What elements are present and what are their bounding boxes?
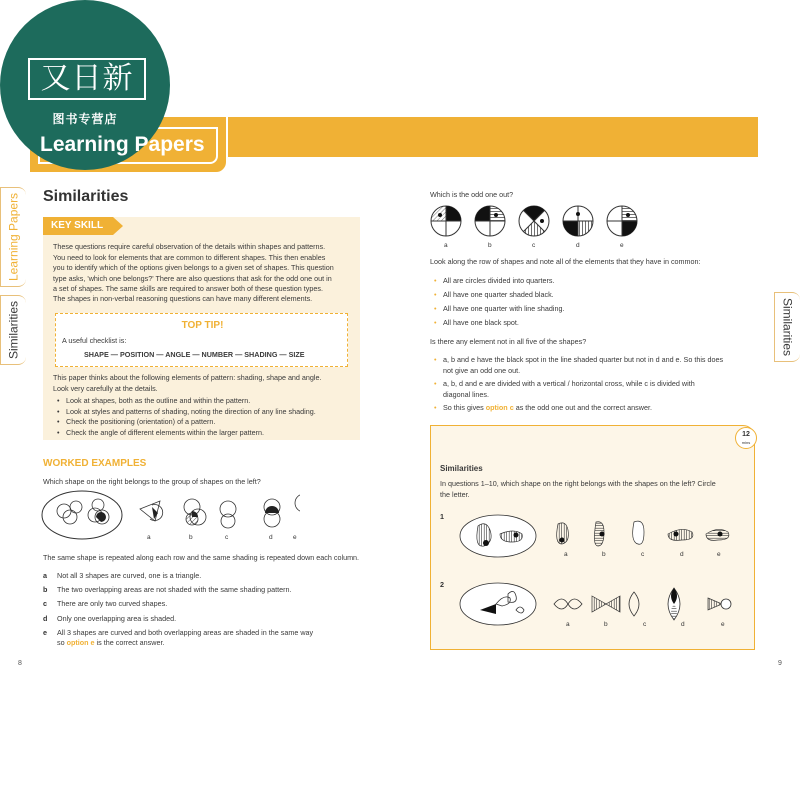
option-letter: d	[269, 534, 273, 541]
circle-e	[607, 206, 637, 236]
finding-cont: diagonal lines.	[443, 389, 489, 399]
q2-letter[interactable]: e	[721, 621, 725, 628]
answer-text: The two overlapping areas are not shaded with the same shading pattern.	[57, 585, 292, 594]
tab-learning-papers[interactable]: Learning Papers	[0, 187, 26, 287]
conclusion-option-highlight: option c	[485, 403, 514, 412]
q2-letter[interactable]: a	[566, 621, 570, 628]
tab-similarities-right[interactable]: Similarities	[774, 292, 800, 362]
tip-bullet: • Check the angle of different elements within the larger pattern.	[66, 428, 264, 439]
answer-text: Only one overlapping area is shaded.	[57, 614, 177, 623]
top-tip-title: TOP TIP!	[181, 320, 224, 331]
answer-option-highlight: option e	[66, 638, 95, 647]
worked-example-figure	[40, 487, 300, 547]
finding: • a, b and e have the black spot in the line shaded quarter but not in d and e. So this does	[443, 355, 723, 366]
top-tip-box	[55, 313, 348, 367]
common-element: • All have one black spot.	[443, 318, 519, 329]
worked-example-question: Which shape on the right belongs to the group of shapes on the left?	[43, 477, 261, 486]
q1-letter[interactable]: a	[564, 551, 568, 558]
conclusion: • So this gives option c as the odd one out and the correct answer.	[443, 403, 652, 414]
elements-note: The shapes in non-verbal reasoning questions can have many different elements.	[53, 294, 313, 303]
option-letter: a	[147, 534, 151, 541]
worked-examples-heading: WORKED EXAMPLES	[43, 458, 147, 469]
option-letter: e	[293, 534, 297, 541]
tab-similarities-left[interactable]: Similarities	[0, 295, 26, 365]
option-letter: b	[189, 534, 193, 541]
odd-one-out-question: Which is the odd one out?	[430, 190, 514, 199]
answer-e-conclusion: so option e is the correct answer.	[57, 638, 165, 647]
option-b-shape	[184, 499, 206, 525]
practice-instruction: the letter.	[440, 489, 470, 499]
logo-name: 又日新	[28, 58, 146, 100]
question-2-figure	[458, 580, 748, 626]
tip-bullet: • Look at shapes, both as the outline and within the pattern.	[66, 396, 250, 407]
tip-bullet: • Check the positioning (orientation) of a pattern.	[66, 417, 215, 428]
circle-letter: c	[532, 242, 536, 249]
practice-instruction: In questions 1–10, which shape on the right belongs with the shapes on the left? Circle	[440, 479, 716, 488]
answer-letter: a	[43, 571, 47, 580]
finding-cont: not give an odd one out.	[443, 365, 521, 375]
q1-letter[interactable]: e	[717, 551, 721, 558]
circle-letter: b	[488, 242, 492, 249]
answer-letter: d	[43, 614, 48, 623]
question-number: 1	[440, 512, 444, 521]
circle-letter: e	[620, 242, 624, 249]
circle-b	[475, 206, 505, 236]
circle-a	[431, 206, 461, 236]
common-element: • All have one quarter shaded black.	[443, 290, 554, 301]
page-number-left: 8	[18, 660, 22, 667]
answer-text: All 3 shapes are curved and both overlapping areas are shaded in the same way	[57, 628, 314, 637]
top-tip-intro: A useful checklist is:	[62, 336, 127, 345]
circle-letter: d	[576, 242, 580, 249]
odd-one-out-figure	[428, 204, 643, 240]
look-along-text: Look along the row of shapes and note all of the elements that they have in common:	[430, 257, 701, 266]
answer-letter: e	[43, 628, 47, 637]
q1-letter[interactable]: d	[680, 551, 684, 558]
tip-bullet: • Look at styles and patterns of shading, noting the direction of any line shading.	[66, 407, 316, 418]
key-skill-label: KEY SKILL	[43, 217, 113, 235]
circle-letter: a	[444, 242, 448, 249]
answer-letter: b	[43, 585, 48, 594]
q2-letter[interactable]: b	[604, 621, 608, 628]
key-skill-line: You need to look for elements that are common to different shapes. This then enables	[53, 252, 326, 262]
q1-letter[interactable]: c	[641, 551, 645, 558]
not-in-all-question: Is there any element not in all five of the shapes?	[430, 337, 587, 346]
logo-subtitle: 图书专营店	[52, 112, 118, 126]
circle-c	[519, 206, 549, 236]
practice-title: Similarities	[440, 464, 483, 473]
answer-text: There are only two curved shapes.	[57, 599, 168, 608]
common-element: • All have one quarter with line shading.	[443, 304, 564, 315]
worked-example-note: The same shape is repeated along each row and the same shading is repeated down each column.	[43, 553, 360, 562]
q2-letter[interactable]: d	[681, 621, 685, 628]
pattern-intro: This paper thinks about the following elements of pattern: shading, shape and angle.	[53, 373, 322, 382]
option-letter: c	[225, 534, 229, 541]
option-e-shape	[295, 494, 300, 512]
key-skill-line: a set of shapes. The same skills are required to answer both of these question types.	[53, 284, 323, 293]
key-skill-line: you to identify which of the options given belongs to a given set of shapes. This question	[53, 263, 334, 272]
key-skill-line: type asks, 'which one belongs?' There are also questions that ask for the odd one out in	[53, 273, 332, 283]
question-number: 2	[440, 580, 444, 589]
page-number-right: 9	[778, 660, 782, 667]
option-d-shape	[264, 499, 280, 527]
top-tip-checklist: SHAPE — POSITION — ANGLE — NUMBER — SHADING — SIZE	[84, 350, 305, 359]
finding: • a, b, d and e are divided with a vertical / horizontal cross, while c is divided with	[443, 379, 695, 390]
pattern-intro: Look very carefully at the details.	[53, 383, 158, 393]
common-element: • All are circles divided into quarters.	[443, 276, 554, 287]
key-skill-line: These questions require careful observation of the details within shapes and patterns.	[53, 242, 326, 251]
q1-letter[interactable]: b	[602, 551, 606, 558]
page-title: Learning Papers	[40, 133, 205, 156]
header-band	[228, 117, 758, 157]
answer-text: Not all 3 shapes are curved, one is a triangle.	[57, 571, 202, 580]
timer-clock: 12 mins	[735, 427, 757, 449]
section-heading: Similarities	[43, 188, 129, 205]
circle-d	[563, 206, 593, 236]
option-a-shape	[140, 501, 163, 521]
q2-letter[interactable]: c	[643, 621, 647, 628]
answer-letter: c	[43, 599, 47, 608]
option-c-shape	[220, 501, 236, 528]
